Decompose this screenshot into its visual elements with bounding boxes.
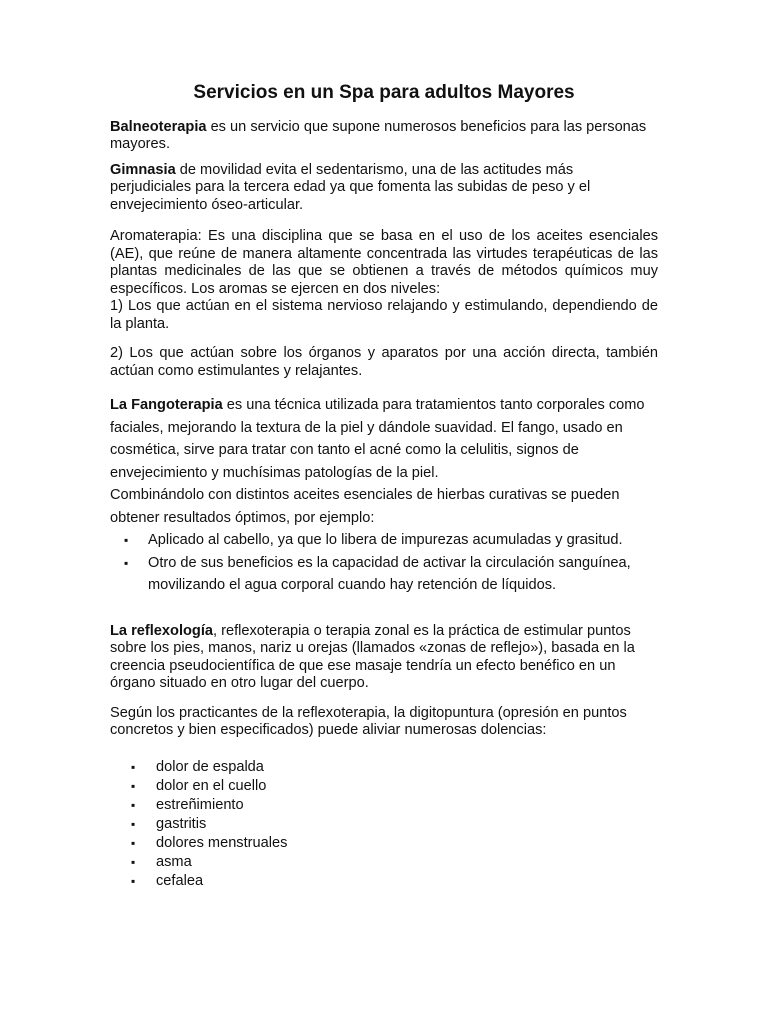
list-item: ▪ asma — [110, 853, 658, 872]
list-item: ▪ dolor en el cuello — [110, 777, 658, 796]
page-title: Servicios en un Spa para adultos Mayores — [193, 82, 575, 103]
reflexologia-term: La reflexología — [110, 622, 213, 639]
aromaterapia-level-1: 1) Los que actúan en el sistema nervioso relajando y estimulando, dependiendo de la planta. — [110, 298, 658, 332]
balneoterapia-paragraph — [110, 119, 658, 154]
fangoterapia-list — [110, 529, 658, 597]
list-item: ▪ cefalea — [110, 872, 658, 891]
dolencias-list — [110, 758, 658, 891]
balneoterapia-term: Balneoterapia — [110, 118, 207, 135]
gimnasia-term: Gimnasia — [110, 161, 176, 178]
fangoterapia-section — [110, 394, 658, 597]
fangoterapia-term: La Fangoterapia — [110, 397, 223, 414]
gimnasia-paragraph — [110, 162, 658, 215]
fangoterapia-paragraph — [110, 394, 658, 484]
gimnasia-text: de movilidad evita el sedentarismo, una de las actitudes más perjudiciales para la tercera edad ya que fomenta las subidas de peso y el envejecimiento óseo-articular. — [110, 161, 591, 213]
list-item: ▪ Otro de sus beneficios es la capacidad de activar la circulación sanguínea, movilizando el agua corporal cuando hay retención de líquidos. — [110, 552, 658, 597]
list-item: ▪ gastritis — [110, 815, 658, 834]
list-item: ▪ Aplicado al cabello, ya que lo libera de impurezas acumuladas y grasitud. — [110, 529, 658, 552]
reflexologia-text: , reflexoterapia o terapia zonal es la práctica de estimular puntos sobre los pies, manos, nariz u orejas (llamados «zonas de reflejo»), basada en la creencia pseudocientífica de que ese masaje tendría un efecto benéfico en un órgano situado en otro lugar del cuerpo. — [110, 622, 635, 692]
list-item: ▪ estreñimiento — [110, 796, 658, 815]
list-item: ▪ dolores menstruales — [110, 834, 658, 853]
list-item: ▪ dolor de espalda — [110, 758, 658, 777]
reflexologia-practicantes: Según los practicantes de la reflexoterapia, la digitopuntura (opresión en puntos concretos y bien especificados) puede aliviar numerosas dolencias: — [110, 704, 627, 739]
aromaterapia-level-2: 2) Los que actúan sobre los órganos y aparatos por una acción directa, también actúan como estimulantes y relajantes. — [110, 345, 658, 379]
reflexologia-paragraph — [110, 623, 658, 693]
fangoterapia-combo: Combinándolo con distintos aceites esenciales de hierbas curativas se pueden obtener resultados óptimos, por ejemplo: — [110, 487, 620, 526]
fangoterapia-text: es una técnica utilizada para tratamientos tanto corporales como faciales, mejorando la textura de la piel y dándole suavidad. El fango, usado en cosmética, sirve para tratar con tanto el acné como la celulitis, signos de envejecimiento y muchísimas patologías de la piel. — [110, 397, 645, 481]
document-page — [110, 82, 658, 891]
balneoterapia-text: es un servicio que supone numerosos beneficios para las personas mayores. — [110, 118, 647, 153]
aromaterapia-paragraph: Aromaterapia: Es una disciplina que se basa en el uso de los aceites esenciales (AE), que reúne de manera altamente concentrada las virtudes terapéuticas de las plantas medicinales de las que se obtienen a través de métodos químicos muy específicos. Los aromas se ejercen en dos niveles: — [110, 228, 658, 297]
